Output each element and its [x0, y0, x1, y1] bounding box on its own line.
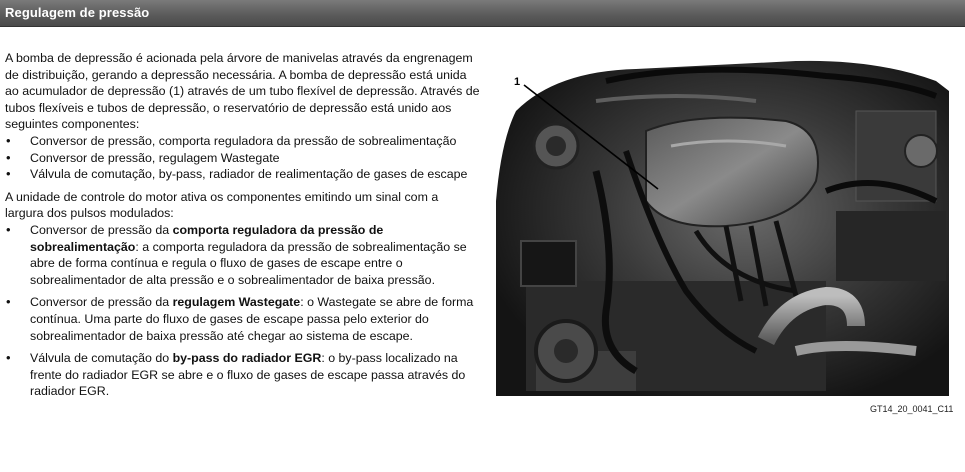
control-paragraph: A unidade de controle do motor ativa os componentes emitindo um sinal com a largura dos pulsos modulados: [5, 189, 439, 221]
callout-label: 1 [514, 76, 521, 88]
item-description: : o by-pass localizado na frente do radiador EGR se abre e o fluxo de gases de escape passa através do radiador EGR. [30, 351, 466, 399]
engine-illustration [496, 51, 949, 396]
item-description: : o Wastegate se abre de forma contínua. Uma parte do fluxo de gases de escape passa pelo exterior do sobrealimentador de baixa pressão até chegar ao sistema de escape. [30, 295, 474, 343]
item-prefix: Conversor de pressão da [30, 222, 173, 237]
item-bold-term: regulagem Wastegate [172, 295, 301, 310]
image-code: GT14_20_0041_C11 [870, 404, 954, 414]
list-item: • Conversor de pressão, comporta reguladora da pressão de sobrealimentação [5, 133, 480, 150]
item-prefix: Válvula de comutação do [30, 351, 173, 366]
item-bold-term: by-pass do radiador EGR [172, 351, 322, 366]
list-item-wastegate-flap [5, 222, 480, 288]
section-title: Regulagem de pressão [5, 5, 150, 20]
item-bold-term: comporta reguladora da pressão de sobrealimentação [30, 222, 384, 254]
section-header [0, 0, 965, 27]
list-item: • Conversor de pressão, regulagem Wastegate [5, 150, 480, 167]
list-item: • Válvula de comutação, by-pass, radiador de realimentação de gases de escape [5, 166, 480, 183]
list-item-egr-bypass [5, 350, 480, 400]
list-item-wastegate [5, 294, 480, 344]
engine-photo [496, 51, 949, 396]
item-prefix: Conversor de pressão da [30, 295, 173, 310]
components-list [5, 133, 480, 183]
item-description: : a comporta reguladora da pressão de sobrealimentação se abre de forma contínua e regula o fluxo de gases de escape entre o sobrealimentador de alta pressão e o sobrealimentador de baixa pressão. [30, 239, 467, 287]
intro-paragraph: A bomba de depressão é acionada pela árvore de manivelas através da engrenagem de distribuição, gerando a depressão necessária. A bomba de depressão está unida ao acumulador de depressão (1) através de um tubo flexível de depressão. Através de tubos flexíveis e tubos de depressão, o reservatório de depressão está unido aos seguintes componentes: [5, 51, 480, 132]
details-list [5, 222, 480, 400]
body-text [5, 50, 480, 400]
